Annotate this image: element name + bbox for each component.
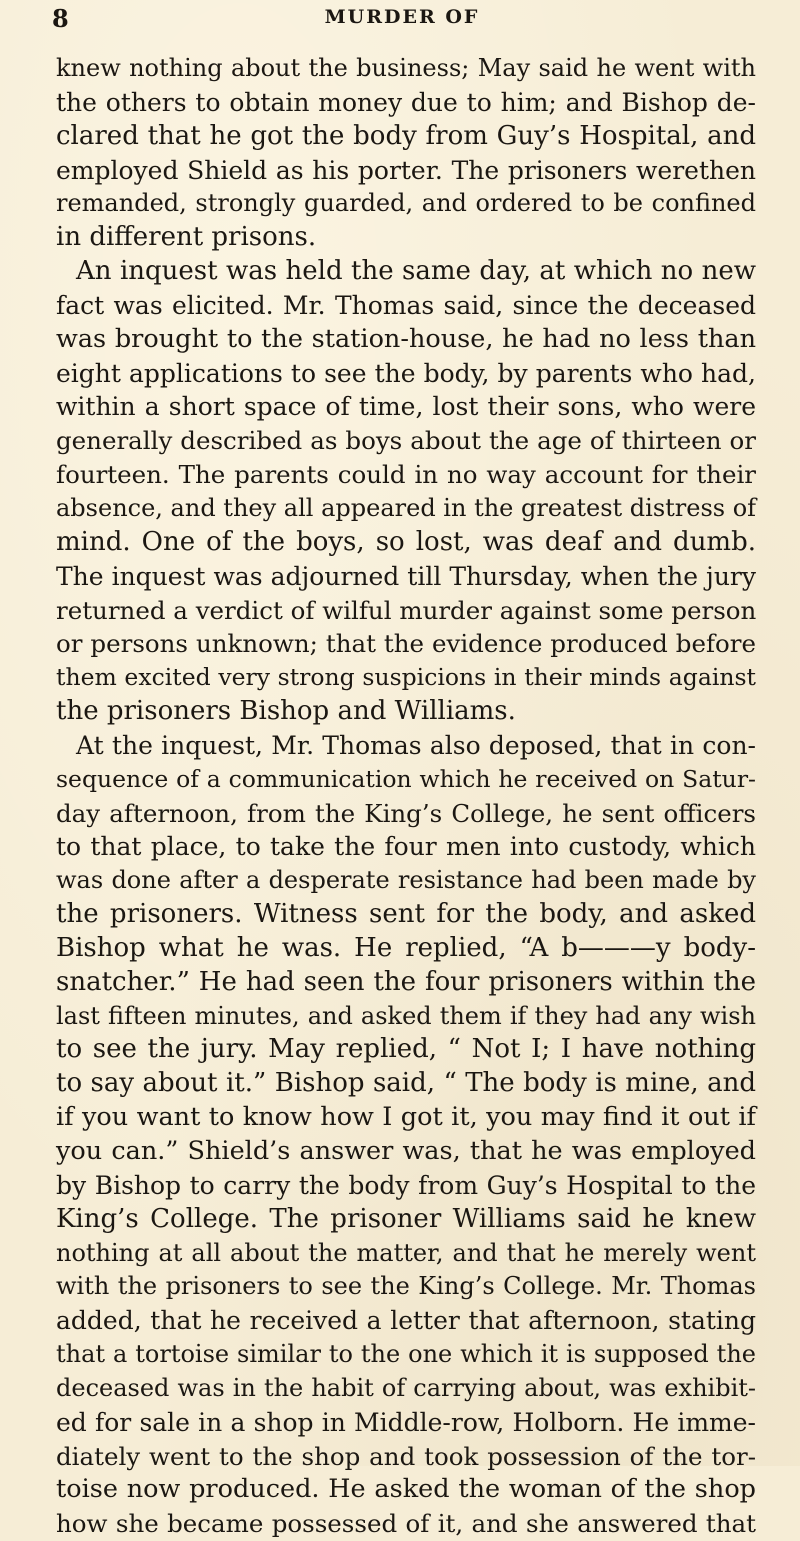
text-line: added, that he received a letter that afternoon, stating (56, 1306, 756, 1336)
text-line: toise now produced. He asked the woman of the shop (56, 1474, 756, 1505)
text-line: to that place, to take the four men into custody, which (56, 832, 756, 862)
text-line: within a short space of time, lost their sons, who were (56, 392, 756, 422)
text-line: remanded, strongly guarded, and ordered to be confined (56, 189, 756, 218)
text-line: how she became possessed of it, and she answered that (56, 1509, 756, 1539)
running-head: MURDER OF (324, 6, 480, 28)
page-number: 8 (52, 4, 69, 33)
text-line: the others to obtain money due to him; and Bishop de- (56, 87, 756, 117)
text-line: was done after a desperate resistance had been made by (56, 866, 756, 895)
text-line: day afternoon, from the King’s College, he sent officers (56, 798, 756, 828)
body-text (56, 52, 756, 1541)
text-line: At the inquest, Mr. Thomas also deposed, that in con- (76, 730, 756, 760)
text-line: eight applications to see the body, by parents who had, (56, 358, 756, 388)
text-line: An inquest was held the same day, at which no new (76, 256, 756, 287)
text-line: that a tortoise similar to the one which it is supposed the (56, 1340, 756, 1369)
text-line: returned a verdict of wilful murder against some person (56, 595, 757, 625)
text-line: to see the jury. May replied, “ Not I; I have nothing (56, 1034, 756, 1065)
text-line: absence, and they all appeared in the greatest distress of (56, 493, 757, 522)
text-line: King’s College. The prisoner Williams said he knew (56, 1203, 756, 1234)
text-line: The inquest was adjourned till Thursday, when the jury (56, 561, 756, 591)
text-line: them excited very strong suspicions in their minds against (56, 663, 756, 692)
text-line: sequence of a communication which he received on Satur- (56, 764, 756, 793)
text-line: ed for sale in a shop in Middle-row, Holborn. He imme- (56, 1407, 756, 1437)
text-line: employed Shield as his porter. The prisoners werethen (56, 155, 756, 185)
text-line: clared that he got the body from Guy’s Hospital, and (56, 120, 756, 151)
text-line: fact was elicited. Mr. Thomas said, since the deceased (56, 290, 756, 320)
text-line: Bishop what he was. He replied, “A b———y body- (56, 932, 756, 963)
text-line: last fifteen minutes, and asked them if they had any wish (56, 1001, 756, 1030)
text-line: by Bishop to carry the body from Guy’s Hospital to the (56, 1170, 756, 1200)
text-line: you can.” Shield’s answer was, that he was employed (56, 1136, 756, 1166)
text-line: diately went to the shop and took possession of the tor- (56, 1441, 756, 1471)
text-line: if you want to know how I got it, you may find it out if (56, 1102, 756, 1133)
text-line: nothing at all about the matter, and that he merely went (56, 1238, 756, 1267)
text-line: mind. One of the boys, so lost, was deaf and dumb. (56, 526, 756, 557)
text-line: in different prisons. (56, 222, 317, 253)
text-line: to say about it.” Bishop said, “ The body is mine, and (56, 1068, 756, 1099)
text-line: knew nothing about the business; May said he went with (56, 54, 756, 82)
page-header (52, 4, 752, 38)
text-line: was brought to the station-house, he had no less than (56, 323, 756, 354)
text-line: deceased was in the habit of carrying about, was exhibit- (56, 1373, 756, 1402)
text-line: fourteen. The parents could in no way account for their (56, 460, 756, 490)
text-line: generally described as boys about the age of thirteen or (56, 426, 756, 456)
text-line: the prisoners. Witness sent for the body, and asked (56, 899, 756, 930)
text-line: the prisoners Bishop and Williams. (56, 696, 516, 727)
text-line: or persons unknown; that the evidence produced before (56, 629, 756, 659)
text-line: with the prisoners to see the King’s College. Mr. Thomas (56, 1272, 756, 1301)
text-line: snatcher.” He had seen the four prisoners within the (56, 966, 756, 997)
